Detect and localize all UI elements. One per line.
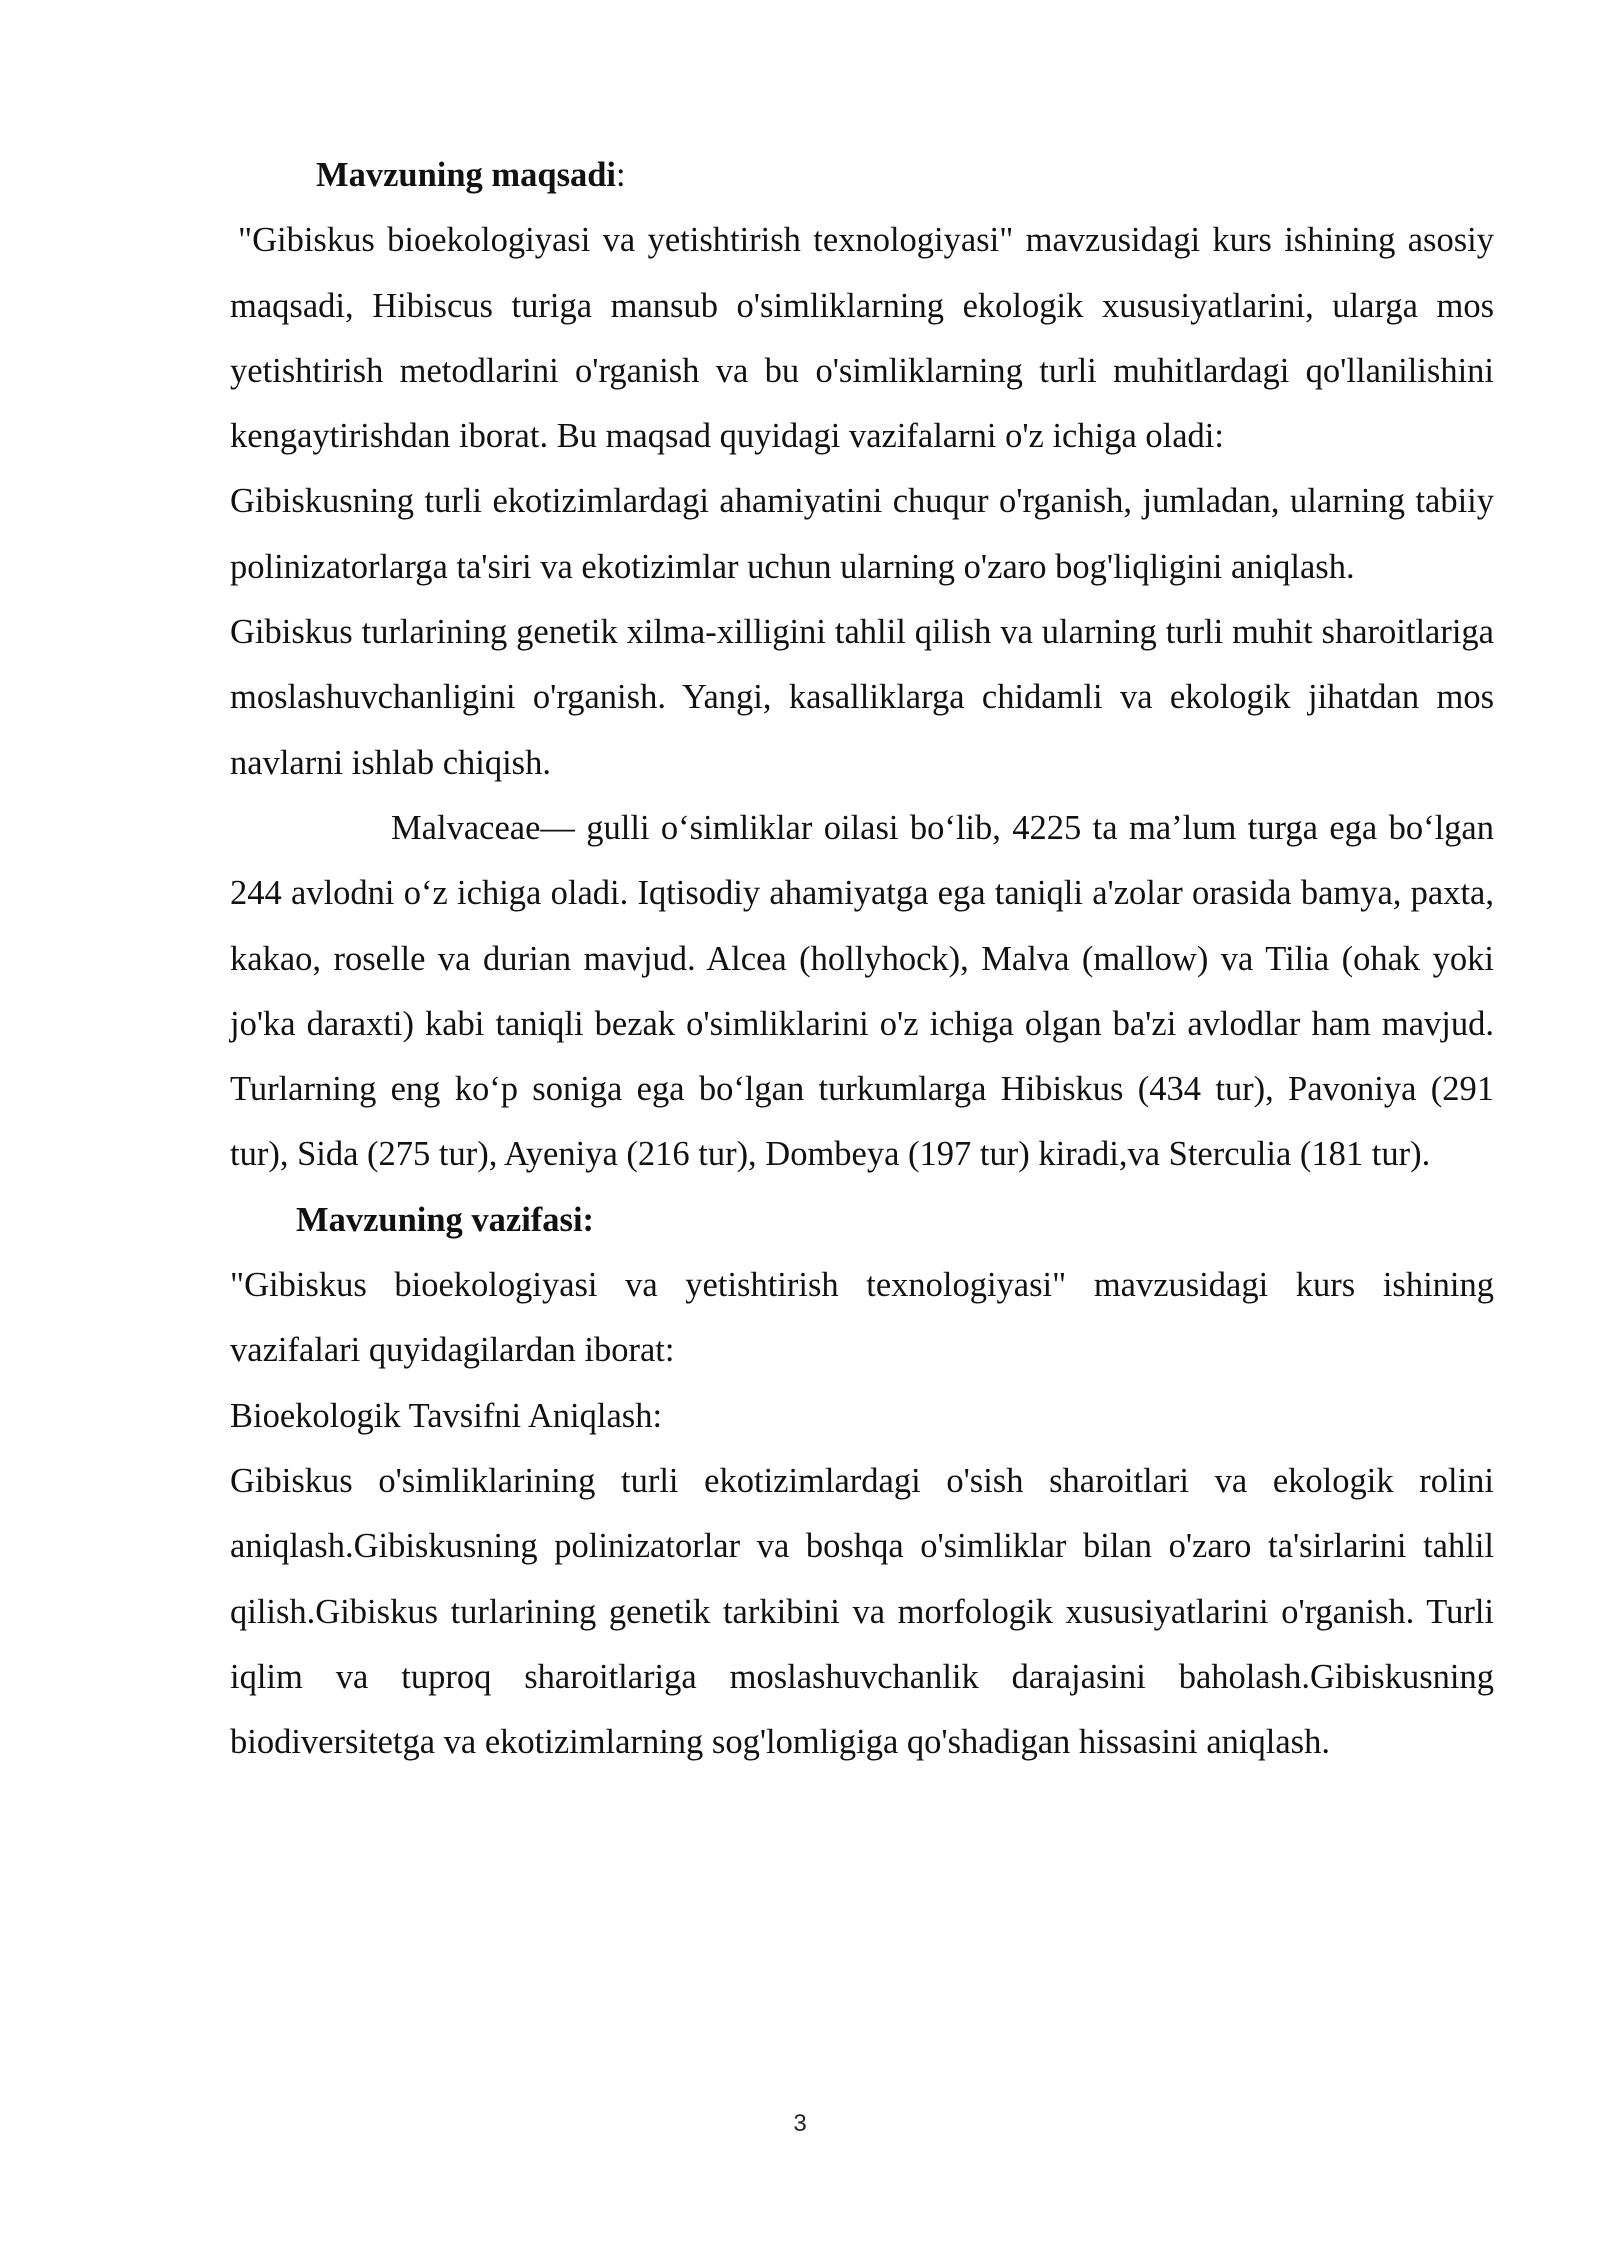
goal-heading-text: Mavzuning maqsadi [316, 156, 617, 194]
tasks-intro-paragraph: "Gibiskus bioekologiyasi va yetishtirish texnologiyasi" mavzusidagi kurs ishining vazifalari quyidagilardan iborat: [230, 1266, 1494, 1370]
goal-item-1-paragraph: Gibiskusning turli ekotizimlardagi ahamiyatini chuqur o'rganish, jumladan, ularning tabiiy polinizatorlarga ta'siri va ekotizimlar uchun ularning o'zaro bog'liqligini aniqlash. [230, 482, 1494, 586]
page-number: 3 [793, 2110, 807, 2137]
goal-item-2-paragraph: Gibiskus turlarining genetik xilma-xilligini tahlil qilish va ularning turli muhit sharoitlariga moslashuvchanligini o'rganish. Yangi, kasalliklarga chidamli va ekologik jihatdan mos navlarni ishlab chiqish. [230, 613, 1494, 782]
goal-heading-colon: : [616, 156, 626, 194]
tasks-heading: Mavzuning vazifasi: [296, 1200, 595, 1239]
malvaceae-paragraph: Malvaceae— gulli o‘simliklar oilasi bo‘lib, 4225 ta ma’lum turga ega bo‘lgan 244 avlodni o‘z ichiga oladi. Iqtisodiy ahamiyatga ega taniqli a'zolar orasida bamya, paxta, kakao, roselle va durian mavjud. Alcea (hollyhock), Malva (mallow) va Tilia (ohak yoki jo'ka daraxti) kabi taniqli bezak o'simliklarini o'z ichiga olgan ba'zi avlodlar ham mavjud. Turlarning eng ko‘p soniga ega bo‘lgan turkumlarga Hibiskus (434 tur), Pavoniya (291 tur), Sida (275 tur), Ayeniya (216 tur), Dombeya (197 tur) kiradi,va Sterculia (181 tur). [230, 808, 1494, 1174]
goal-heading [230, 143, 1494, 208]
goal-intro-paragraph: "Gibiskus bioekologiyasi va yetishtirish texnologiyasi" mavzusidagi kurs ishining asosiy maqsadi, Hibiscus turiga mansub o'simliklarning ekologik xususiyatlarini, ularga mos yetishtirish metodlarini o'rganish va bu o'simliklarning turli muhitlardagi qo'llanilishini kengaytirishdan iborat. Bu maqsad quyidagi vazifalarni o'z ichiga oladi: [230, 221, 1494, 456]
tasks-subheading: Bioekologik Tavsifni Aniqlash: [230, 1396, 663, 1435]
document-body [230, 143, 1494, 1775]
tasks-body-paragraph: Gibiskus o'simliklarining turli ekotizimlardagi o'sish sharoitlari va ekologik rolini aniqlash.Gibiskusning polinizatorlar va boshqa o'simliklar bilan o'zaro ta'sirlarini tahlil qilish.Gibiskus turlarining genetik tarkibini va morfologik xususiyatlarini o'rganish. Turli iqlim va tuproq sharoitlariga moslashuvchanlik darajasini baholash.Gibiskusning biodiversitetga va ekotizimlarning sog'lomligiga qo'shadigan hissasini aniqlash. [230, 1461, 1494, 1762]
